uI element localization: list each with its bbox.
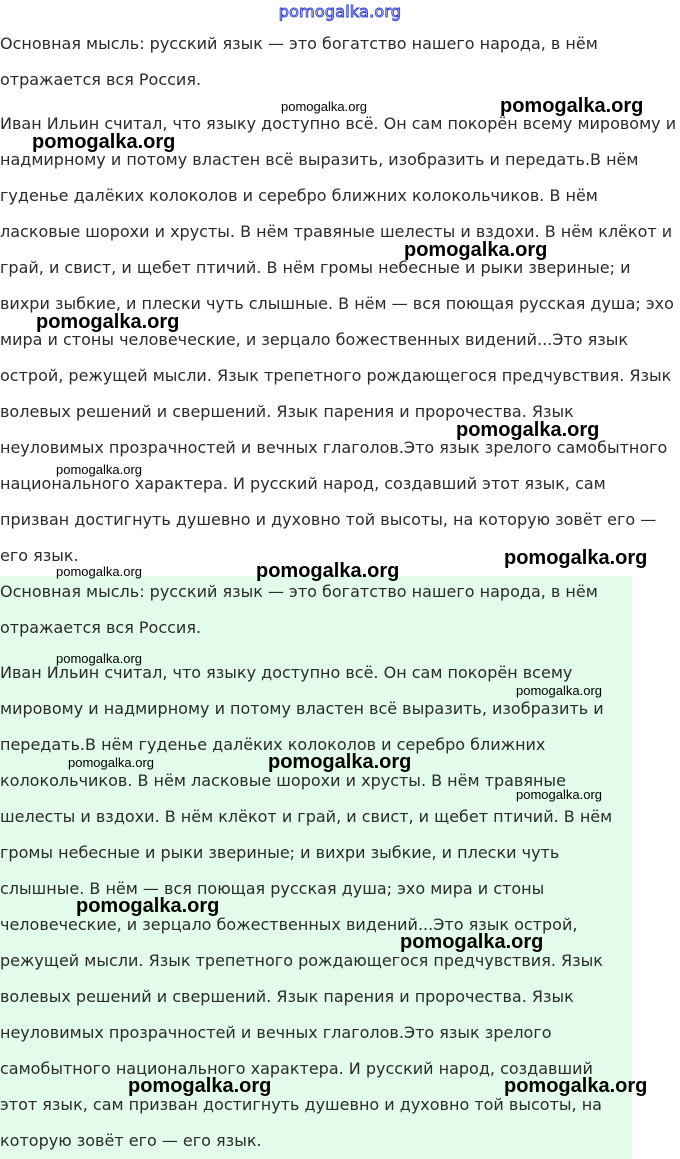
text-line: громы небесные и рыки звериные; и вихри зыбкие, и плески чуть — [0, 843, 560, 862]
watermark: pomogalka.org — [516, 787, 602, 802]
watermark: pomogalka.org — [76, 895, 220, 917]
text-line: призван достигнуть душевно и духовно той высоты, на которую зовёт его — — [0, 510, 657, 529]
watermark: pomogalka.org — [404, 239, 548, 261]
watermark: pomogalka.org — [32, 131, 176, 153]
watermark: pomogalka.org — [456, 419, 600, 441]
watermark: pomogalka.org — [128, 1075, 272, 1097]
text-line: шелесты и вздохи. В нём клёкот и грай, и свист, и щебет птичий. В нём — [0, 807, 613, 826]
text-line: передать.В нём гуденье далёких колоколов и серебро ближних — [0, 735, 546, 754]
text-line: этот язык, сам призван достигнуть душевно и духовно той высоты, на — [0, 1095, 602, 1114]
text-line: мира и стоны человеческие, и зерцало божественных видений...Это язык — [0, 330, 629, 349]
text-line: колокольчиков. В нём ласковые шорохи и хрусты. В нём травяные — [0, 771, 566, 790]
ilyin-paragraph — [0, 106, 676, 574]
text-line: человеческие, и зерцало божественных видений...Это язык острой, — [0, 915, 578, 934]
watermark: pomogalka.org — [281, 99, 367, 114]
text-line: самобытного национального характера. И русский народ, создавший — [0, 1059, 593, 1078]
main-idea-paragraph — [0, 26, 598, 98]
text-line: волевых решений и свершений. Язык парения и пророчества. Язык — [0, 402, 574, 421]
text-line: неуловимых прозрачностей и вечных глаголов.Это язык зрелого — [0, 1023, 552, 1042]
text-line: Иван Ильин считал, что языку доступно всё. Он сам покорён всему — [0, 663, 573, 682]
text-line: острой, режущей мысли. Язык трепетного рождающегося предчувствия. Язык — [0, 366, 672, 385]
text-line: мировому и надмирному и потому властен всё выразить, изобразить и — [0, 699, 604, 718]
text-line: надмирному и потому властен всё выразить, изобразить и передать.В нём — [0, 150, 639, 169]
site-logo[interactable]: pomogalka.org — [278, 2, 402, 21]
watermark: pomogalka.org — [268, 751, 412, 773]
watermark: pomogalka.org — [36, 311, 180, 333]
text-line: грай, и свист, и щебет птичий. В нём громы небесные и рыки звериные; и — [0, 258, 631, 277]
text-line: Основная мысль: русский язык — это богатство нашего народа, в нём — [0, 582, 598, 601]
text-line: Иван Ильин считал, что языку доступно всё. Он сам покорён всему мировому и — [0, 114, 677, 133]
watermark: pomogalka.org — [56, 651, 142, 666]
watermark: pomogalka.org — [516, 683, 602, 698]
text-line: Основная мысль: русский язык — это богатство нашего народа, в нём — [0, 34, 598, 53]
watermark: pomogalka.org — [500, 95, 644, 117]
watermark: pomogalka.org — [68, 755, 154, 770]
watermark: pomogalka.org — [400, 931, 544, 953]
watermark: pomogalka.org — [56, 462, 142, 477]
text-line: гуденье далёких колоколов и серебро ближних колокольчиков. В нём — [0, 186, 598, 205]
text-line: режущей мысли. Язык трепетного рождающегося предчувствия. Язык — [0, 951, 603, 970]
watermark: pomogalka.org — [256, 560, 400, 582]
watermark: pomogalka.org — [56, 564, 142, 579]
text-line: его язык. — [0, 546, 79, 565]
text-line: отражается вся Россия. — [0, 70, 202, 89]
text-line: неуловимых прозрачностей и вечных глаголов.Это язык зрелого самобытного — [0, 438, 668, 457]
watermark: pomogalka.org — [504, 547, 648, 569]
watermark: pomogalka.org — [504, 1075, 648, 1097]
main-idea-paragraph — [0, 574, 598, 646]
text-line: ласковые шорохи и хрусты. В нём травяные шелесты и вздохи. В нём клёкот и — [0, 222, 673, 241]
text-line: национального характера. И русский народ, создавший этот язык, сам — [0, 474, 606, 493]
text-line: которую зовёт его — его язык. — [0, 1131, 262, 1150]
text-line: отражается вся Россия. — [0, 618, 202, 637]
text-line: волевых решений и свершений. Язык парения и пророчества. Язык — [0, 987, 574, 1006]
text-line: слышные. В нём — вся поющая русская душа; эхо мира и стоны — [0, 879, 545, 898]
text-line: вихри зыбкие, и плески чуть слышные. В нём — вся поющая русская душа; эхо — [0, 294, 674, 313]
